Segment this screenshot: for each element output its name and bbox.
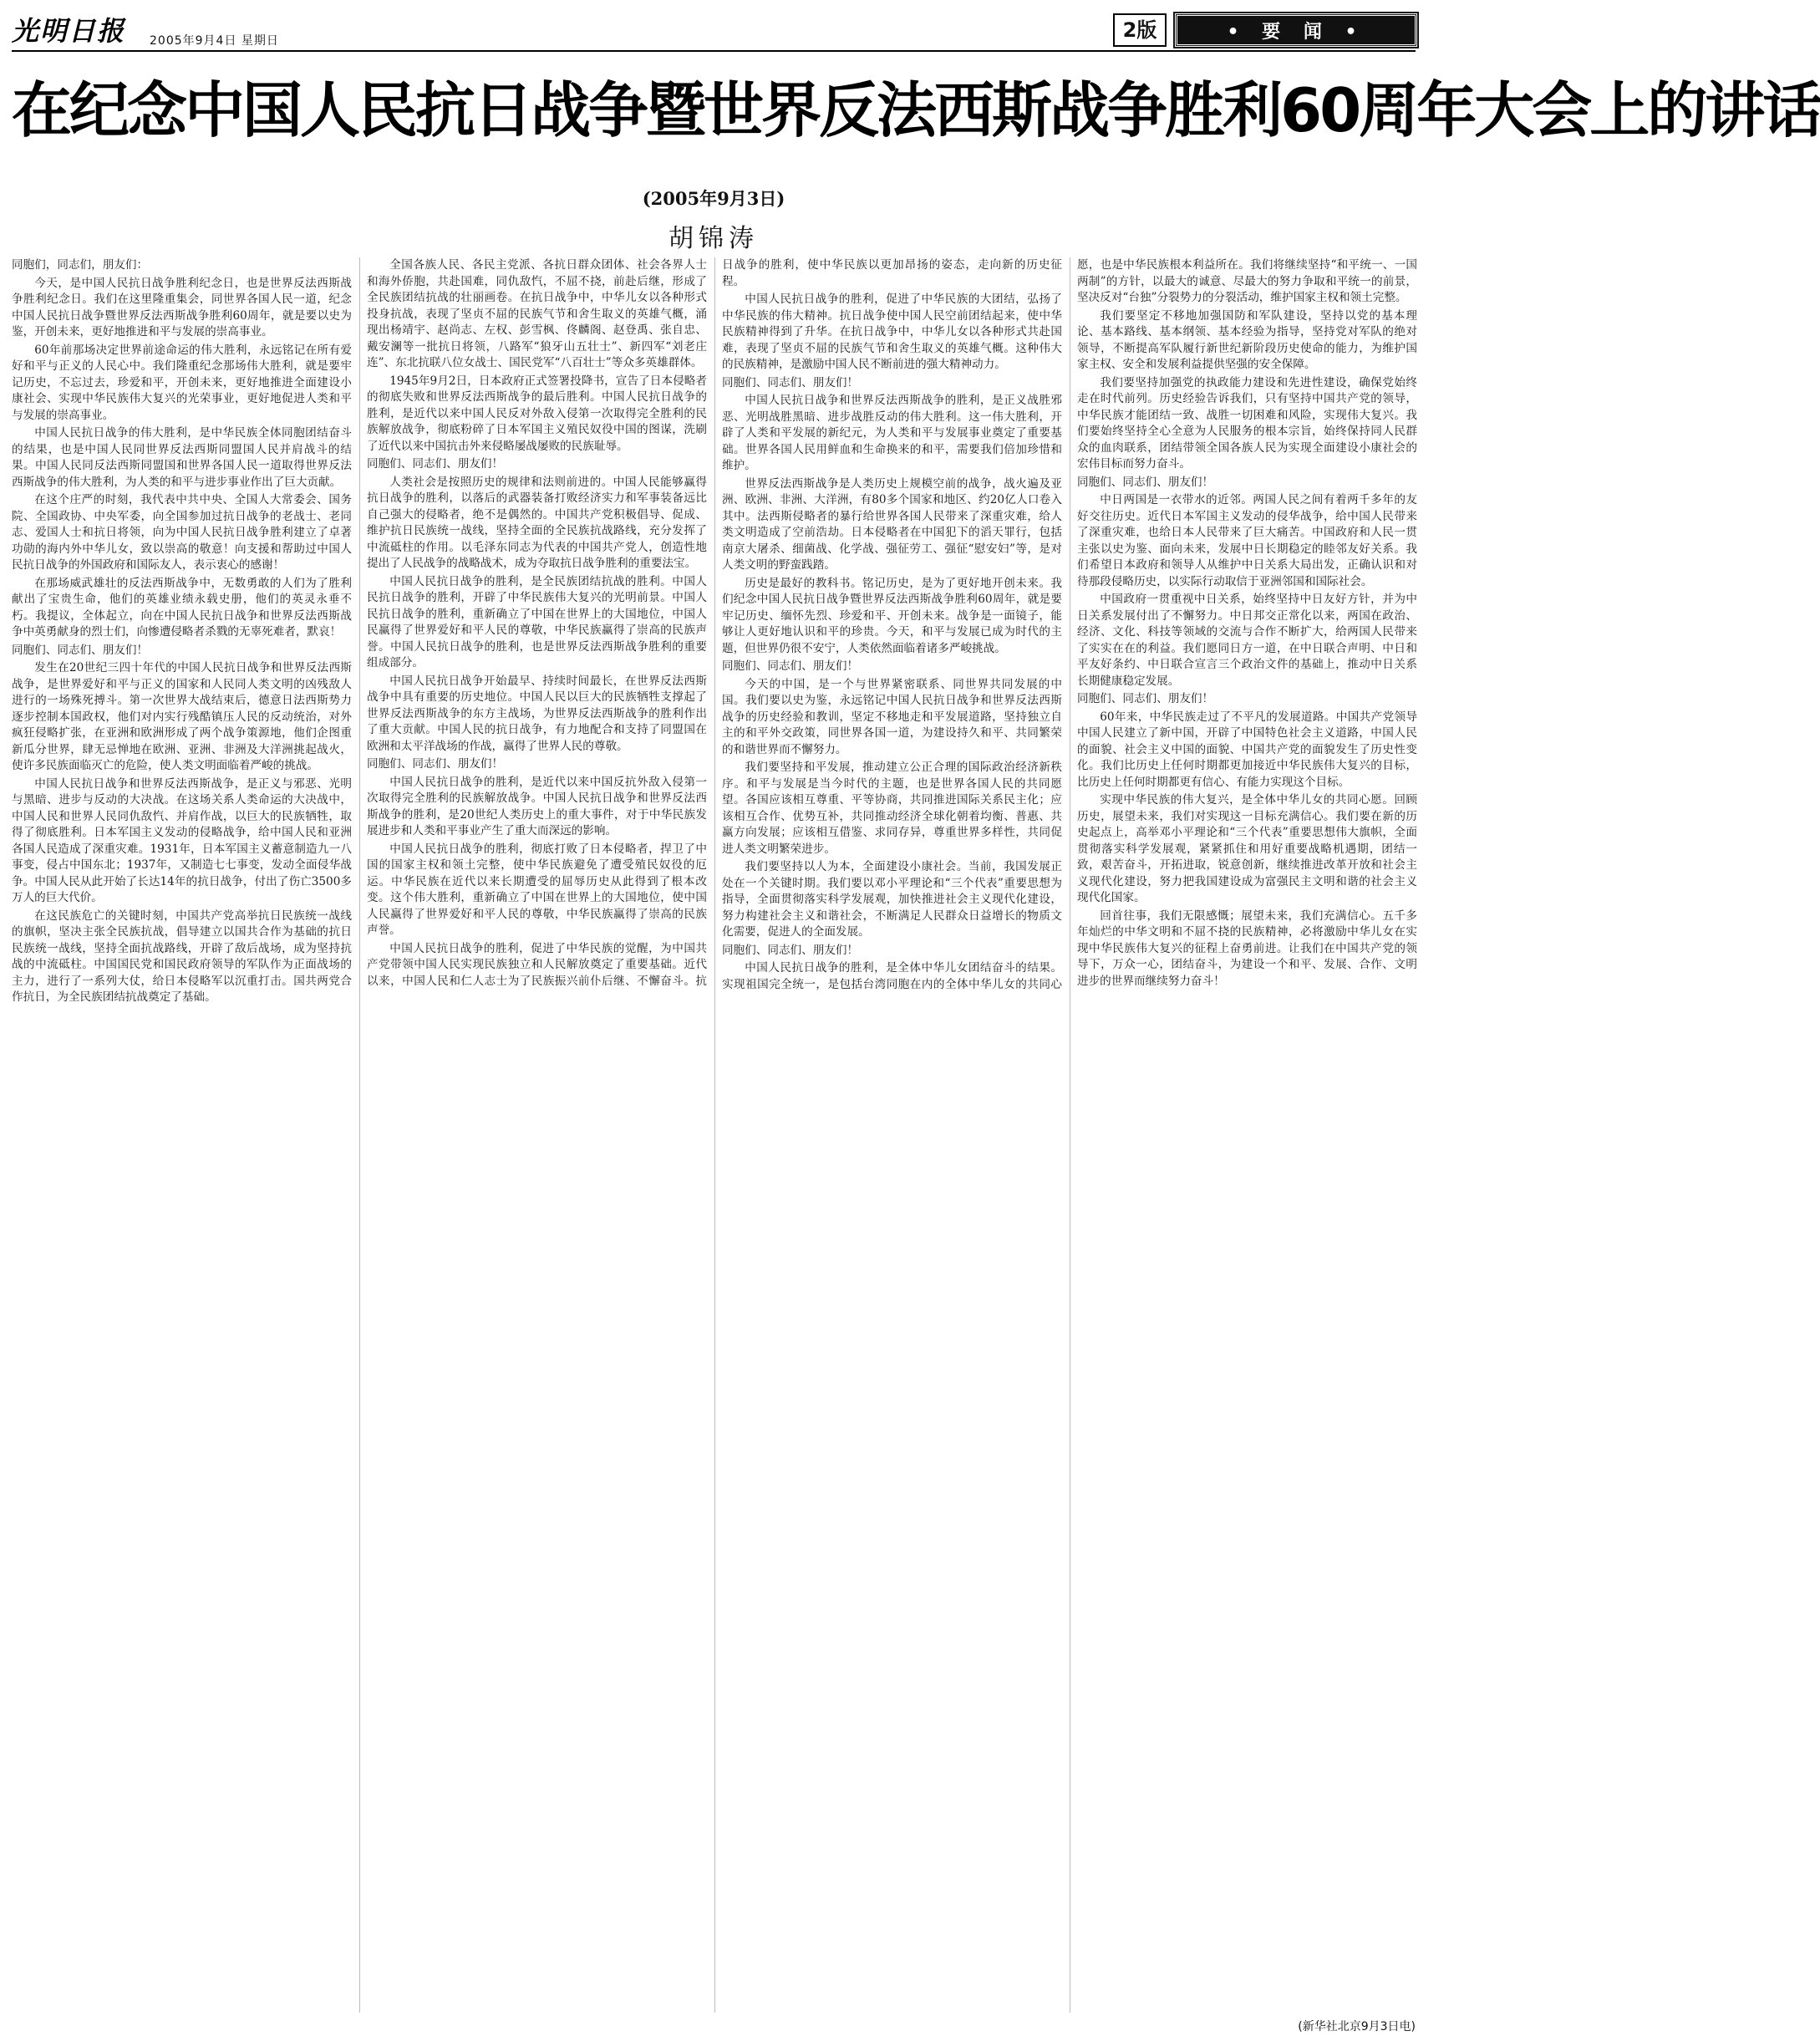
article-headline: 在纪念中国人民抗日战争暨世界反法西斯战争胜利60周年大会上的讲话 bbox=[12, 75, 1820, 145]
article-paragraph: 同胞们、同志们、朋友们！ bbox=[12, 643, 149, 657]
article-paragraph: 中国人民抗日战争的胜利，彻底打败了日本侵略者，捍卫了中国的国家主权和领土完整，使中华民族避免了遭受殖民奴役的厄运。中华民族在近代以来长期遭受的屈辱历史从此得到了根本改变。这个伟大胜利，重新确立了中国在世界上的大国地位，使中国人民赢得了世界爱好和平人民的尊敬，中华民族赢得了崇高的民族声誉。 bbox=[367, 842, 707, 937]
article-paragraph: 中国人民抗日战争的胜利，是近代以来中国反抗外敌入侵第一次取得完全胜利的民族解放战争。中国人民抗日战争和世界反法西斯战争的胜利，是20世纪人类历史上的重大事件，对于中华民族发展进步和人类和平事业产生了重大而深远的影响。 bbox=[367, 775, 707, 837]
article-paragraph: 全国各族人民、各民主党派、各抗日群众团体、社会各界人士和海外侨胞，共赴国难，同仇敌忾，不屈不挠，前赴后继，形成了全民族团结抗战的壮丽画卷。在抗日战争中，中华儿女以各种形式投身抗战，表现了坚贞不屈的民族气节和舍生取义的英雄气概，涌现出杨靖宇、赵尚志、左权、彭雪枫、佟麟阁、赵登禹、张自忠、戴安澜等一批抗日将领，八路军“狼牙山五壮士”、新四军“刘老庄连”、东北抗联八位女战士、国民党军“八百壮士”等众多英雄群体。 bbox=[367, 258, 707, 369]
section-banner: • 要 闻 • bbox=[1175, 13, 1417, 47]
article-paragraph: 中国人民抗日战争的伟大胜利，是中华民族全体同胞团结奋斗的结果，也是中国人民同世界反法西斯同盟国人民并肩战斗的结果。中国人民同反法西斯同盟国和世界各国人民一道取得世界反法西斯战争的伟大胜利，为人类的和平与进步事业作出了巨大贡献。 bbox=[12, 426, 352, 489]
article-paragraph: 同胞们，同志们，朋友们： bbox=[12, 258, 149, 272]
article-body bbox=[12, 257, 1417, 2013]
article-paragraph: 我们要坚持加强党的执政能力建设和先进性建设，确保党始终走在时代前列。历史经验告诉我们，只有坚持中国共产党的领导，中华民族才能团结一致、战胜一切困难和风险，实现伟大复兴。我们要始终坚持全心全意为人民服务的根本宗旨，始终保持同人民群众的血肉联系，团结带领全国各族人民为实现全面建设小康社会的宏伟目标而努力奋斗。 bbox=[1077, 375, 1417, 471]
article-paragraph: 人类社会是按照历史的规律和法则前进的。中国人民能够赢得抗日战争的胜利，以落后的武器装备打败经济实力和军事装备远比自己强大的侵略者，绝不是偶然的。中国共产党积极倡导、促成、维护抗日民族统一战线，坚持全面的全民族抗战路线，充分发挥了中流砥柱的作用。以毛泽东同志为代表的中国共产党人，创造性地提出了人民战争的战略战术，成为夺取抗日战争胜利的重要法宝。 bbox=[367, 475, 707, 570]
article-paragraph: 中国人民抗日战争的胜利，是全体中华儿女团结奋斗的结果。实现祖国完全统一，是包括台湾同胞在内的全体中华儿女的共同心愿，也是中华民族根本利益所在。我们将继续坚持“和平统一、一国两制”的方针，以最大的诚意、尽最大的努力争取和平统一的前景，坚决反对“台独”分裂势力的分裂活动，维护国家主权和领土完整。 bbox=[722, 258, 1417, 991]
article-paragraph: 60年来，中华民族走过了不平凡的发展道路。中国共产党领导中国人民建立了新中国，开辟了中国特色社会主义道路，中国人民的面貌、社会主义中国的面貌、中国共产党的面貌发生了历史性变化。我们比历史上任何时期都更加接近中华民族伟大复兴的目标，比历史上任何时期都更有信心、有能力实现这个目标。 bbox=[1077, 710, 1417, 789]
article-paragraph: 同胞们、同志们、朋友们！ bbox=[722, 375, 859, 389]
article-paragraph: 中国人民抗日战争和世界反法西斯战争的胜利，是正义战胜邪恶、光明战胜黑暗、进步战胜反动的伟大胜利。这一伟大胜利，开辟了人类和平发展的新纪元，为人类和平与发展事业奠定了重要基础。世界各国人民用鲜血和生命换来的和平，需要我们倍加珍惜和维护。 bbox=[722, 394, 1062, 472]
article-paragraph: 历史是最好的教科书。铭记历史，是为了更好地开创未来。我们纪念中国人民抗日战争暨世界反法西斯战争胜利60周年，就是要牢记历史、缅怀先烈、珍爱和平、开创未来。战争是一面镜子，能够让人更好地认识和平的珍贵。今天，和平与发展已成为时代的主题，但世界仍很不安宁，人类依然面临着诸多严峻挑战。 bbox=[722, 576, 1062, 655]
article-paragraph: 在这个庄严的时刻，我代表中共中央、全国人大常委会、国务院、全国政协、中央军委，向全国参加过抗日战争的老战士、老同志、爱国人士和抗日将领，向为中国人民抗日战争胜利建立了卓著功勋的海内外中华儿女，致以崇高的敬意！向支援和帮助过中国人民抗日战争的外国政府和国际友人，表示衷心的感谢！ bbox=[12, 493, 352, 572]
masthead-divider bbox=[12, 50, 1416, 52]
article-paragraph: 发生在20世纪三四十年代的中国人民抗日战争和世界反法西斯战争，是世界爱好和平与正义的国家和人民同人类文明的凶残敌人进行的一场殊死搏斗。第一次世界大战结束后，德意日法西斯势力逐步控制本国政权，他们对内实行残酷镇压人民的反动统治，对外疯狂侵略扩张，在亚洲和欧洲形成了两个战争策源地，他们企图重新瓜分世界，肆无忌惮地在欧洲、亚洲、非洲及大洋洲挑起战火，使许多民族面临灭亡的危险，使人类文明面临着严峻的挑战。 bbox=[12, 661, 352, 772]
article-paragraph: 同胞们、同志们、朋友们！ bbox=[1077, 692, 1214, 705]
article-paragraph: 在这民族危亡的关键时刻，中国共产党高举抗日民族统一战线的旗帜，坚决主张全民族抗战，倡导建立以国共合作为基础的抗日民族统一战线，坚持全面抗战路线，开辟了敌后战场，成为坚持抗战的中流砥柱。中国国民党和国民政府领导的军队作为正面战场的主力，进行了一系列大仗，给日本侵略军以沉重打击。国共两党合作抗日，为全民族团结抗战奠定了基础。 bbox=[12, 909, 352, 1004]
article-paragraph: 我们要坚定不移地加强国防和军队建设，坚持以党的基本理论、基本路线、基本纲领、基本经验为指导，坚持党对军队的绝对领导，不断提高军队履行新世纪新阶段历史使命的能力，为维护国家主权、安全和发展利益提供坚强的安全保障。 bbox=[1077, 308, 1417, 371]
masthead bbox=[12, 7, 1416, 50]
article-paragraph: 中国人民抗日战争的胜利，是全民族团结抗战的胜利。中国人民抗日战争的胜利，开辟了中华民族伟大复兴的光明前景。中国人民抗日战争的胜利，重新确立了中国在世界上的大国地位，中国人民赢得了世界爱好和平人民的尊敬，中华民族赢得了崇高的民族声誉。中国人民抗日战争的胜利，也是世界反法西斯战争胜利的重要组成部分。 bbox=[367, 574, 707, 669]
article-paragraph: 中日两国是一衣带水的近邻。两国人民之间有着两千多年的友好交往历史。近代日本军国主义发动的侵华战争，给中国人民带来了深重灾难，也给日本人民带来了巨大痛苦。中国政府和人民一贯主张以史为鉴、面向未来，发展中日长期稳定的睦邻友好关系。我们希望日本政府和领导人从维护中日关系大局出发，正确认识和对待那段侵略历史，以实际行动取信于亚洲邻国和国际社会。 bbox=[1077, 493, 1417, 588]
article-paragraph: 同胞们、同志们、朋友们！ bbox=[722, 943, 859, 957]
article-paragraph: 1945年9月2日，日本政府正式签署投降书，宣告了日本侵略者的彻底失败和世界反法西斯战争的最后胜利。中国人民抗日战争的胜利，是近代以来中国人民反对外敌入侵第一次取得完全胜利的民族解放战争，彻底粉碎了日本军国主义殖民奴役中国的图谋，洗刷了近代以来中国抗击外来侵略屡战屡败的民族耻辱。 bbox=[367, 374, 707, 453]
article-paragraph: 同胞们、同志们、朋友们！ bbox=[367, 457, 504, 471]
issue-date: 2005年9月4日 星期日 bbox=[150, 34, 279, 48]
article-paragraph: 今天的中国，是一个与世界紧密联系、同世界共同发展的中国。我们要以史为鉴，永远铭记中国人民抗日战争和世界反法西斯战争的历史经验和教训，坚定不移地走和平发展道路，坚持独立自主的和平外交政策，同世界各国一道，为建设持久和平、共同繁荣的和谐世界而不懈努力。 bbox=[722, 677, 1062, 756]
agency-credit: (新华社北京9月3日电) bbox=[1298, 2020, 1416, 2033]
article-paragraph: 同胞们、同志们、朋友们！ bbox=[722, 659, 859, 673]
article-paragraph: 中国人民抗日战争的胜利，促进了中华民族的大团结，弘扬了中华民族的伟大精神。抗日战争使中国人民空前团结起来，使中华民族精神得到了升华。在抗日战争中，中华儿女以各种形式共赴国难，表现了坚贞不屈的民族气节和舍生取义的英雄气概。这种伟大的民族精神，是激励中国人民不断前进的强大精神动力。 bbox=[722, 293, 1062, 371]
article-paragraph: 中国政府一贯重视中日关系，始终坚持中日友好方针，并为中日关系发展付出了不懈努力。中日邦交正常化以来，两国在政治、经济、文化、科技等领域的交流与合作不断扩大，给两国人民带来了实实在在的利益。我们愿同日方一道，在中日联合声明、中日和平友好条约、中日联合宣言三个政治文件的基础上，推动中日关系长期健康稳定发展。 bbox=[1077, 593, 1417, 688]
article-paragraph: 同胞们、同志们、朋友们！ bbox=[367, 757, 504, 771]
article-paragraph: 中国人民抗日战争和世界反法西斯战争，是正义与邪恶、光明与黑暗、进步与反动的大决战。在这场关系人类命运的大决战中，中国人民和世界人民同仇敌忾、并肩作战，以巨大的民族牺牲，取得了彻底胜利。日本军国主义发动的侵略战争，给中国人民和亚洲各国人民造成了深重灾难。1931年，日本军国主义蓄意制造九一八事变，侵占中国东北；1937年，又制造七七事变，发动全面侵华战争。中国人民从此开始了长达14年的抗日战争，付出了伤亡3500多万人的巨大代价。 bbox=[12, 776, 352, 904]
article-paragraph: 中国人民抗日战争开始最早、持续时间最长，在世界反法西斯战争中具有重要的历史地位。中国人民以巨大的民族牺牲支撑起了世界反法西斯战争的东方主战场，为世界反法西斯战争的胜利作出了重大贡献。中国人民的抗日战争，有力地配合和支持了同盟国在欧洲和太平洋战场的作战，赢得了世界人民的尊敬。 bbox=[367, 674, 707, 753]
page-number-badge: 2版 bbox=[1113, 13, 1167, 47]
speech-date: (2005年9月3日) bbox=[642, 188, 785, 209]
article-paragraph: 实现中华民族的伟大复兴，是全体中华儿女的共同心愿。回顾历史，展望未来，我们对实现这一目标充满信心。我们要在新的历史起点上，高举邓小平理论和“三个代表”重要思想伟大旗帜，全面贯彻落实科学发展观，紧紧抓住和用好重要战略机遇期，团结一致，艰苦奋斗，开拓进取，锐意创新，继续推进改革开放和社会主义现代化建设，努力把我国建设成为富强民主文明和谐的社会主义现代化国家。 bbox=[1077, 793, 1417, 904]
article-paragraph: 回首往事，我们无限感慨；展望未来，我们充满信心。五千多年灿烂的中华文明和不屈不挠的民族精神，必将激励中华儿女在实现中华民族伟大复兴的征程上奋勇前进。让我们在中国共产党的领导下，万众一心，团结奋斗，为建设一个和平、发展、合作、文明进步的世界而继续努力奋斗！ bbox=[1077, 909, 1417, 988]
article-paragraph: 我们要坚持以人为本，全面建设小康社会。当前，我国发展正处在一个关键时期。我们要以邓小平理论和“三个代表”重要思想为指导，全面贯彻落实科学发展观，加快推进社会主义现代化建设，努力构建社会主义和谐社会，不断满足人民群众日益增长的物质文化需要，促进人的全面发展。 bbox=[722, 860, 1062, 939]
article-paragraph: 中国人民抗日战争的胜利，促进了中华民族的觉醒，为中国共产党带领中国人民实现民族独立和人民解放奠定了重要基础。近代以来，中国人民和仁人志士为了民族振兴前仆后继、不懈奋斗。抗日战争的胜利，使中华民族以更加昂扬的姿态，走向新的历史征程。 bbox=[367, 258, 1062, 988]
author-byline: 胡锦涛 bbox=[669, 224, 759, 253]
newspaper-logo: 光明日报 bbox=[12, 15, 126, 47]
article-paragraph: 今天，是中国人民抗日战争胜利纪念日，也是世界反法西斯战争胜利纪念日。我们在这里隆重集会，同世界各国人民一道，纪念中国人民抗日战争暨世界反法西斯战争胜利60周年，就是要以史为鉴，开创未来，更好地推进和平与发展的崇高事业。 bbox=[12, 276, 352, 338]
article-paragraph: 60年前那场决定世界前途命运的伟大胜利，永远铭记在所有爱好和平与正义的人民心中。我们隆重纪念那场伟大胜利，就是要牢记历史，不忘过去，珍爱和平，开创未来，更好地推进全面建设小康社会、实现中华民族伟大复兴的光荣事业，更好地促进人类和平与发展的崇高事业。 bbox=[12, 343, 352, 422]
article-paragraph: 同胞们、同志们、朋友们！ bbox=[1077, 475, 1214, 489]
article-paragraph: 在那场威武雄壮的反法西斯战争中，无数勇敢的人们为了胜利献出了宝贵生命，他们的英雄业绩永载史册，他们的英灵永垂不朽。我提议，全体起立，向在中国人民抗日战争和世界反法西斯战争中英勇献身的烈士们，向惨遭侵略者杀戮的无辜死难者，默哀！ bbox=[12, 576, 352, 639]
article-paragraph: 世界反法西斯战争是人类历史上规模空前的战争，战火遍及亚洲、欧洲、非洲、大洋洲，有80多个国家和地区、约20亿人口卷入其中。法西斯侵略者的暴行给世界各国人民带来了深重灾难，给人类文明造成了空前浩劫。日本侵略者在中国犯下的滔天罪行，包括南京大屠杀、细菌战、化学战、强征劳工、强征“慰安妇”等，是对人类文明的野蛮践踏。 bbox=[722, 476, 1062, 572]
article-paragraph: 我们要坚持和平发展，推动建立公正合理的国际政治经济新秩序。和平与发展是当今时代的主题，也是世界各国人民的共同愿望。各国应该相互尊重、平等协商，共同推进国际关系民主化；应该相互合作、优势互补，共同推动经济全球化朝着均衡、普惠、共赢方向发展；应该相互借鉴、求同存异，尊重世界多样性，共同促进人类文明繁荣进步。 bbox=[722, 761, 1062, 856]
